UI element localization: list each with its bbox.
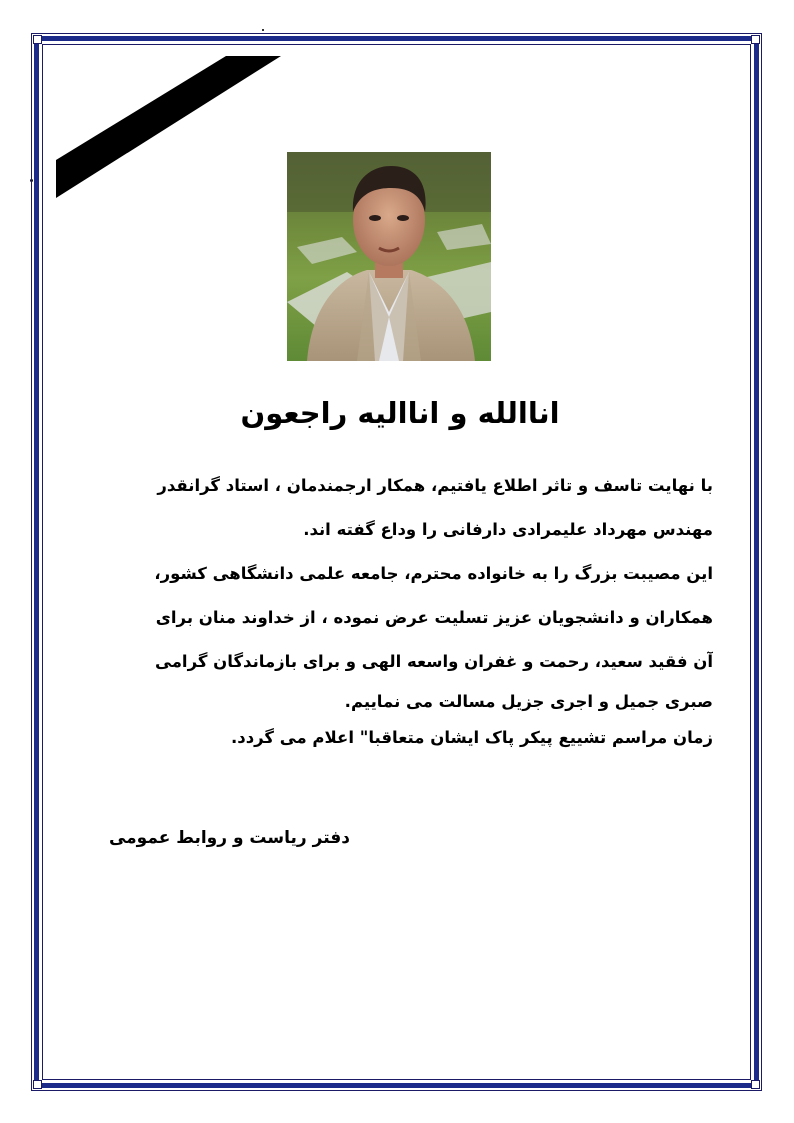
border-corner-bottom-right (751, 1080, 760, 1089)
condolence-message (80, 464, 713, 756)
message-line: زمان مراسم تشییع پیکر پاک ایشان متعاقبا" اعلام می گردد. (230, 728, 713, 747)
message-line: همکاران و دانشجویان عزیز تسلیت عرض نموده ، از خداوند منان برای (155, 608, 713, 627)
message-line: با نهایت تاسف و تاثر اطلاع یافتیم، همکار ارجمندمان ، استاد گرانقدر (157, 476, 713, 495)
portrait-photo (287, 152, 491, 361)
message-line: این مصیبت بزرگ را به خانواده محترم، جامعه علمی دانشگاهی کشور، (154, 564, 713, 583)
signature: دفتر ریاست و روابط عمومی (108, 828, 350, 848)
top-mark (262, 29, 264, 31)
message-line: آن فقید سعید، رحمت و غفران واسعه الهی و برای بازماندگان گرامی (155, 652, 713, 671)
condolence-heading: اناالله و اناالیه راجعون (240, 396, 560, 430)
border-corner-top-right (751, 35, 760, 44)
border-corner-bottom-left (33, 1080, 42, 1089)
message-line: مهندس مهرداد علیمرادی دارفانی را وداع گفته اند. (303, 520, 713, 539)
border-corner-top-left (33, 35, 42, 44)
message-line: صبری جمیل و اجری جزیل مسالت می نماییم. (344, 692, 713, 711)
